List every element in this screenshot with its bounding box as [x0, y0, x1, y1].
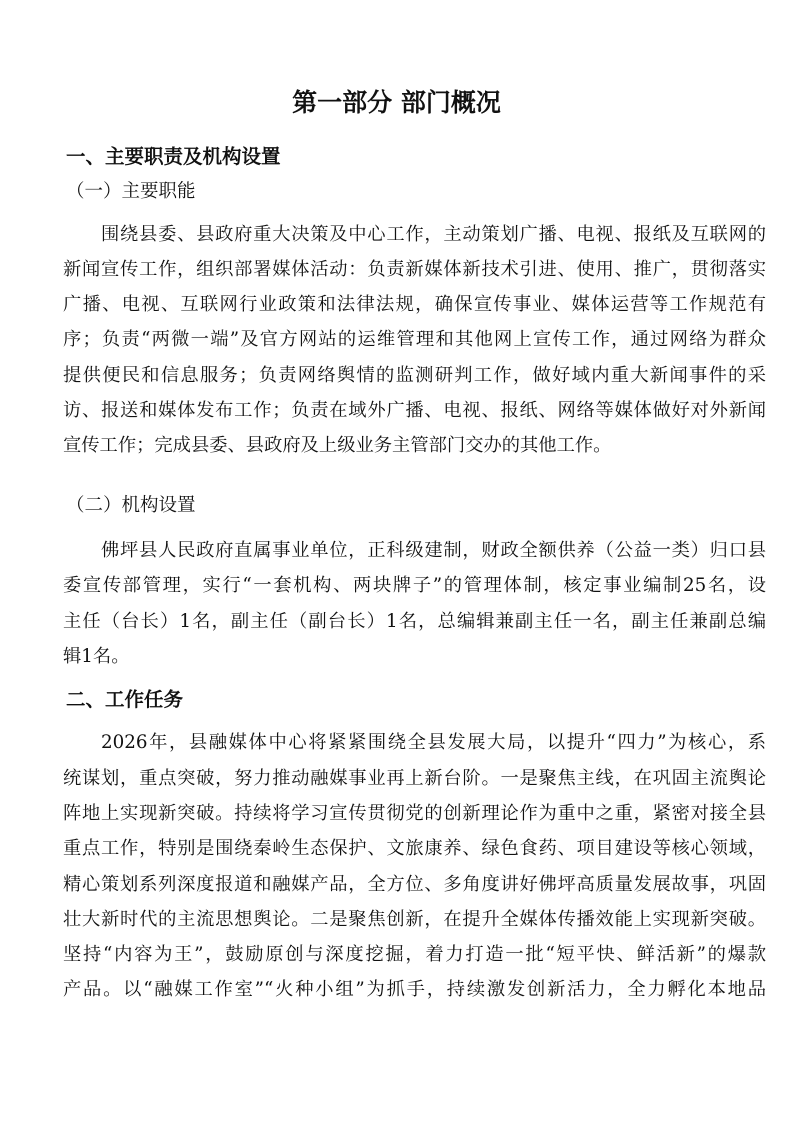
text-line: 新闻宣传工作，组织部署媒体活动：负责新媒体新技术引进、使用、推广，贯彻落实: [63, 259, 766, 280]
text-line: 2026年，县融媒体中心将紧紧围绕全县发展大局，以提升“四力”为核心，系: [101, 732, 766, 753]
subheading-organization: （二）机构设置: [66, 495, 196, 516]
section-heading-tasks: 二、工作任务: [66, 688, 184, 711]
section-heading-duties: 一、主要职责及机构设置: [66, 145, 281, 168]
page-title: 第一部分 部门概况: [292, 88, 501, 117]
text-line: 广播、电视、互联网行业政策和法律法规，确保宣传事业、媒体运营等工作规范有: [63, 294, 766, 315]
text-line: 主任（台长）1名，副主任（副台长）1名，总编辑兼副主任一名，副主任兼副总编: [63, 611, 766, 632]
text-line: 产品。以“融媒工作室”“火种小组”为抓手，持续激发创新活力，全力孵化本地品: [63, 979, 766, 1000]
text-line: 统谋划，重点突破，努力推动融媒事业再上新台阶。一是聚焦主线，在巩固主流舆论: [63, 768, 766, 789]
text-line: 围绕县委、县政府重大决策及中心工作，主动策划广播、电视、报纸及互联网的: [101, 224, 766, 245]
text-line: 序；负责“两微一端”及官方网站的运维管理和其他网上宣传工作，通过网络为群众: [63, 329, 766, 350]
subheading-main-functions: （一）主要职能: [66, 181, 196, 202]
text-line: 精心策划系列深度报道和融媒产品，全方位、多角度讲好佛坪高质量发展故事，巩固: [63, 874, 766, 895]
text-line: 委宣传部管理，实行“一套机构、两块牌子”的管理体制，核定事业编制25名，设: [63, 575, 766, 596]
text-line: 佛坪县人民政府直属事业单位，正科级建制，财政全额供养（公益一类）归口县: [101, 540, 766, 561]
text-line: 坚持“内容为王”，鼓励原创与深度挖掘，着力打造一批“短平快、鲜活新”的爆款: [63, 944, 766, 965]
text-line: 访、报送和媒体发布工作；负责在域外广播、电视、报纸、网络等媒体做好对外新闻: [63, 400, 766, 421]
text-line: 宣传工作；完成县委、县政府及上级业务主管部门交办的其他工作。: [63, 435, 612, 456]
text-line: 提供便民和信息服务；负责网络舆情的监测研判工作，做好域内重大新闻事件的采: [63, 365, 766, 386]
text-line: 辑1名。: [63, 646, 130, 667]
text-line: 重点工作，特别是围绕秦岭生态保护、文旅康养、绿色食药、项目建设等核心领域，: [63, 838, 766, 859]
text-line: 壮大新时代的主流思想舆论。二是聚焦创新，在提升全媒体传播效能上实现新突破。: [63, 909, 766, 930]
text-line: 阵地上实现新突破。持续将学习宣传贯彻党的创新理论作为重中之重，紧密对接全县: [63, 803, 766, 824]
